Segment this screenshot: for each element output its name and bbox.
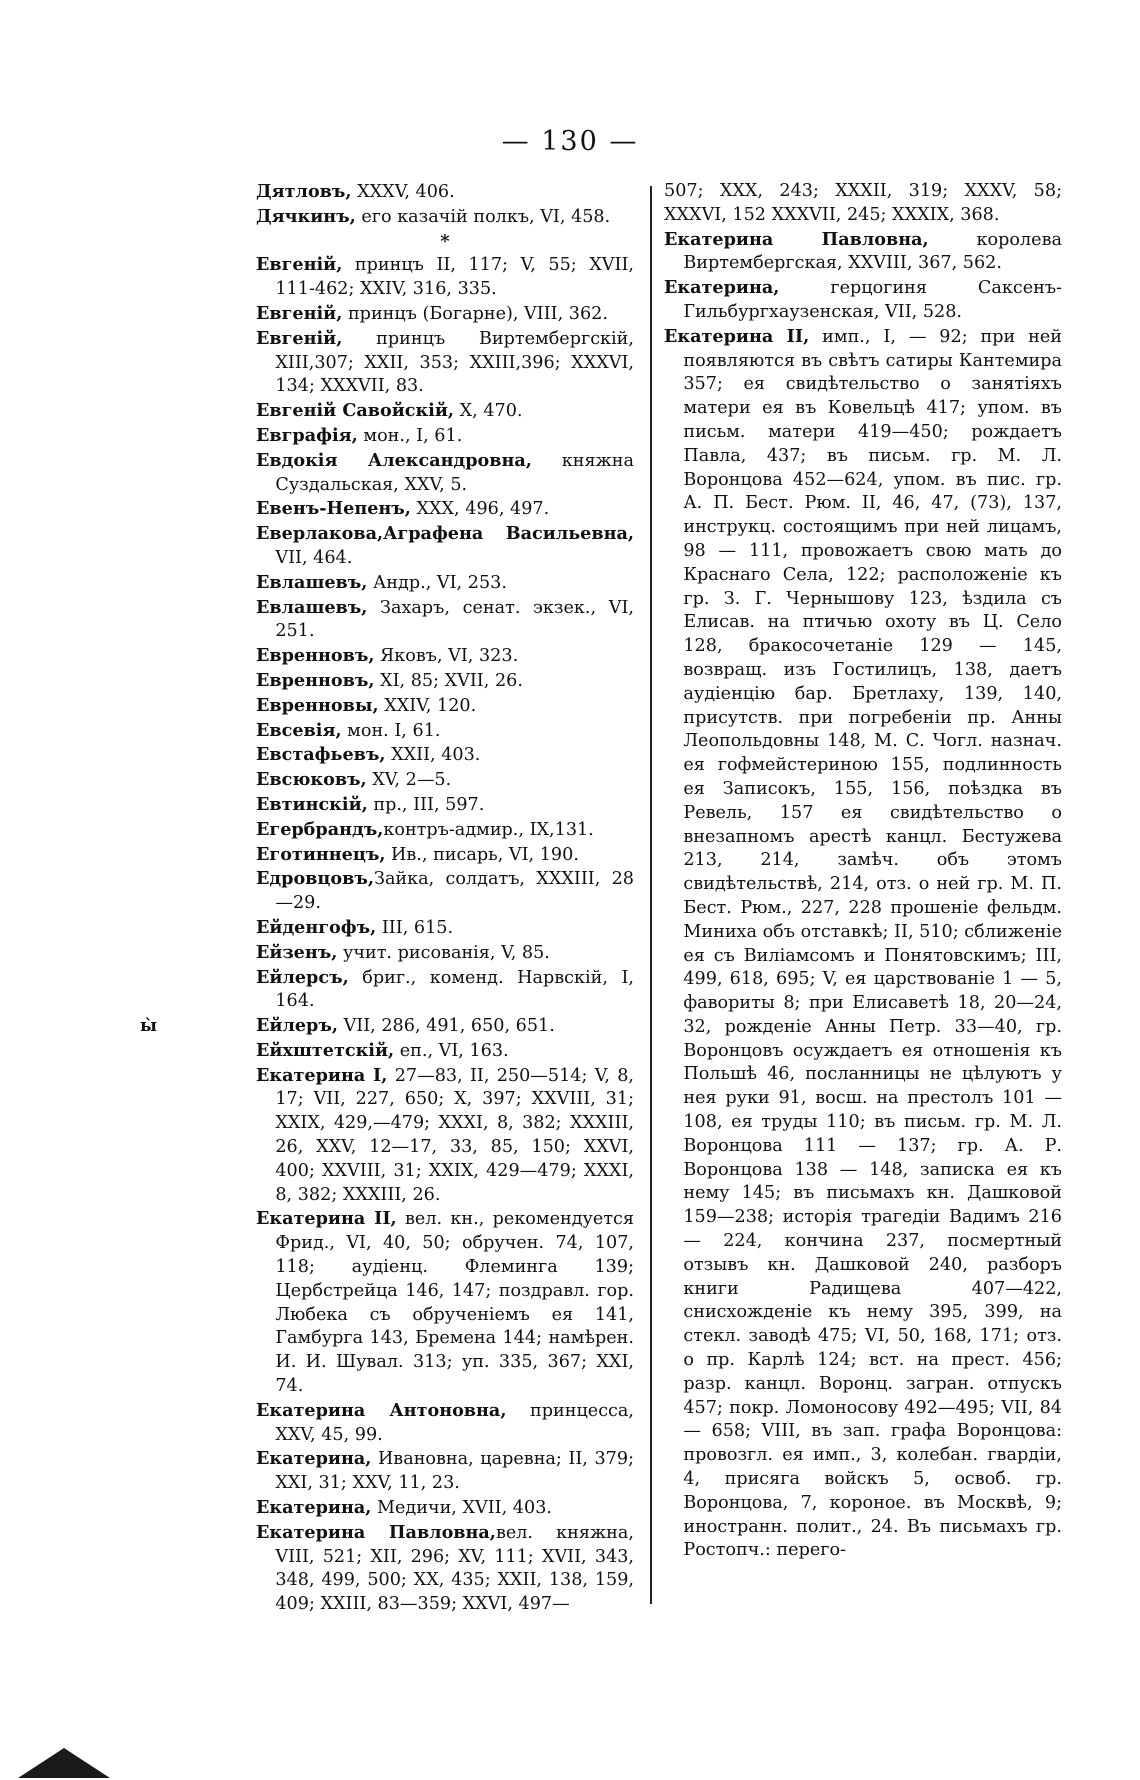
entry-references: 27—83, II, 250—514; V, 8, 17; VII, 227, 650; X, 397; XXVIII, 31; XXIX, 429,—479; XXXI, 8, 382; XXXIII, 26, XXV, 12—17, 33, 85, 150; XXVI, 400; XXVIII, 31; XXIX, 429—479; XXXI, 8, 382; XXXIII, 26.: [275, 1065, 634, 1205]
index-entry: [256, 1447, 634, 1496]
entry-headword: Ейлеръ,: [256, 1015, 338, 1037]
entry-headword: Евренновы,: [256, 694, 379, 716]
page-number: — 130 —: [501, 126, 639, 157]
entry-headword: Екатерина I,: [256, 1064, 388, 1086]
index-entry: [256, 205, 634, 230]
entry-headword: Ейхштетскій,: [256, 1039, 395, 1061]
entry-headword: Евгеній,: [256, 327, 343, 349]
entry-references: контръ-адмир., IX,131.: [383, 819, 594, 840]
entry-references: принцъ II, 117; V, 55; XVII, 111-462; XXIV, 316, 335.: [275, 255, 634, 300]
entry-headword: Дятловъ,: [256, 181, 352, 202]
index-entry: [256, 916, 634, 941]
entry-headword: Евтинскій,: [256, 793, 368, 815]
index-entry: [256, 424, 634, 449]
index-entry: [256, 253, 634, 302]
index-entry: [256, 399, 634, 424]
entry-references: XXIV, 120.: [378, 695, 477, 716]
entry-headword: Евренновъ,: [256, 669, 375, 691]
entry-references: Зайка, солдатъ, XXXIII, 28—29.: [275, 869, 634, 914]
entry-headword: Ейзенъ,: [256, 941, 338, 963]
entry-references: принцъ Виртембергскій, XIII,307; XXII, 353; XXIII,396; XXXVI, 134; XXXVII, 83.: [275, 328, 634, 397]
entry-references: его казачій полкъ, VI, 458.: [355, 206, 611, 227]
entry-headword: Евстафьевъ,: [256, 744, 386, 766]
column-divider: [650, 186, 652, 1604]
entry-headword: Дячкинъ,: [256, 205, 356, 227]
entry-references: XXX, 496, 497.: [410, 499, 550, 520]
entry-references: бриг., коменд. Нарвскій, I, 164.: [275, 967, 634, 1012]
entry-references: XV, 2—5.: [366, 770, 452, 791]
index-entry-continuation: [664, 180, 1062, 228]
index-entry: [256, 1521, 634, 1617]
index-entry: [256, 966, 634, 1015]
entry-references: X, 470.: [454, 401, 523, 422]
index-entry: [256, 1039, 634, 1064]
index-entry: [256, 793, 634, 818]
index-entry: [256, 941, 634, 966]
entry-references: учит. рисованія, V, 85.: [337, 942, 550, 963]
entry-headword: Евлашевъ,: [256, 571, 368, 593]
entry-headword: Еготиннецъ,: [256, 843, 386, 865]
entry-headword: Евенъ-Непенъ,: [256, 498, 411, 520]
entry-headword: Евренновъ,: [256, 645, 375, 667]
entry-references: вел. княжна, VIII, 521; XII, 296; XV, 111; XVII, 343, 348, 499, 500; XX, 435; XXII, 138, 159, 409; XXIII, 83—359; XXVI, 497—: [275, 1522, 634, 1615]
entry-references: III, 615.: [376, 917, 454, 938]
index-entry: [256, 522, 634, 571]
entry-references: Захаръ, сенат. экзек., VI, 251.: [275, 597, 634, 642]
index-entry: [664, 276, 1062, 325]
entry-headword: Евсюковъ,: [256, 769, 367, 791]
index-entry: [256, 571, 634, 596]
index-entry: [256, 1014, 634, 1039]
entry-references: VII, 286, 491, 650, 651.: [337, 1016, 555, 1037]
entry-headword: Ейденгофъ,: [256, 916, 377, 938]
margin-annotation: ы̀: [140, 1016, 158, 1036]
entry-references: Ив., писарь, VI, 190.: [385, 844, 579, 865]
index-entry: [256, 743, 634, 768]
entry-headword: Екатерина II,: [664, 325, 810, 347]
index-entry: [256, 1399, 634, 1448]
index-entry: [256, 644, 634, 669]
entry-headword: Еверлакова,Аграфена Васильевна,: [256, 523, 634, 545]
entry-references: XI, 85; XVII, 26.: [374, 670, 523, 691]
entry-headword: Евгеній,: [256, 254, 343, 276]
entry-references: Яковъ, VI, 323.: [374, 646, 519, 667]
entry-references: Андр., VI, 253.: [367, 572, 507, 593]
entry-headword: Евгеній,: [256, 302, 343, 324]
entry-references: VII, 464.: [275, 547, 353, 568]
left-column: [256, 180, 634, 1617]
index-entry: [256, 1496, 634, 1521]
index-entry: [256, 327, 634, 399]
entry-references: XXII, 403.: [385, 745, 481, 766]
entry-references: Ивановна, царевна; II, 379; XXI, 31; XXV, 11, 23.: [275, 1449, 634, 1494]
entry-headword: Евсевія,: [256, 719, 342, 741]
entry-headword: Екатерина,: [256, 1497, 372, 1519]
entry-headword: Екатерина,: [256, 1448, 372, 1470]
entry-headword: Евлашевъ,: [256, 596, 368, 618]
index-entry: [256, 449, 634, 498]
index-entry: [256, 694, 634, 719]
entry-headword: Евграфія,: [256, 424, 358, 446]
entry-references: XXXV, 406.: [351, 182, 455, 202]
entry-headword: Екатерина II,: [256, 1208, 397, 1230]
entry-references: принцесса, XXV, 45, 99.: [275, 1400, 634, 1445]
index-entry: [256, 719, 634, 744]
entry-headword: Екатерина Павловна,: [256, 1521, 496, 1543]
index-entry: [664, 228, 1062, 277]
entry-references: пр., III, 597.: [367, 794, 485, 815]
entry-references: герцогиня Саксенъ-Гильбургхаузенская, VII, 528.: [683, 278, 1062, 322]
entry-headword: Евдокія Александровна,: [256, 449, 532, 471]
entry-headword: Екатерина Антоновна,: [256, 1399, 507, 1421]
index-entry: [256, 180, 634, 205]
entry-references: мон., I, 61.: [357, 425, 463, 446]
index-entry: [256, 768, 634, 793]
entry-references: вел. кн., рекомендуется Фрид., VI, 40, 50; обручен. 74, 107, 118; аудіенц. Флеминга 139; Цербстрейца 146, 147; поздравл. гор. Любека съ обрученіемъ ея 141, Гамбурга 143, Бремена 144; намѣрен. И. И. Шувал. 313; уп. 335, 367; XXI, 74.: [275, 1209, 635, 1397]
entry-references: имп., I, — 92; при ней появляются въ свѣтъ сатиры Кантемира 357; ея свидѣтельство о занятіяхъ матери ея въ Ковельцѣ 417; упом. въ письм. матери 419—450; рождаетъ Павла, 437; въ письм. гр. М. Л. Воронцова 452—624, упом. въ пис. гр. А. П. Бест. Рюм. II, 46, 47, (73), 137, инструкц. состоящимъ при ней лицамъ, 98 — 111, провожаетъ свою мать до Краснаго Села, 122; расположеніе къ гр. З. Г. Чернышову 123, ѣздила съ Елисав. на птичью охоту въ Ц. Село 128, бракосочетаніе 129 — 145, возвращ. изъ Гостилицъ, 138, даетъ аудіенцію бар. Бретлаху, 139, 140, присутств. при погребеніи пр. Анны Леопольдовны 148, М. С. Чогл. назнач. ея гофмейстериною 155, подлинность ея Записокъ, 155, 156, поѣздка въ Ревель, 157 ея свидѣтельство о внезапномъ арестѣ канцл. Бестужева 213, 214, замѣч. объ этомъ свидѣтельствѣ, 214, отз. о ней гр. М. П. Бест. Рюм., 227, 228 прошеніе фельдм. Миниха объ отставкѣ; II, 510; сближеніе ея съ Виліамсомъ и Понятовскимъ; III, 499, 618, 695; V, ея царствованіе 1 — 5, фавориты 8; при Елисаветѣ 18, 20—24, 32, рожденіе Анны Петр. 33—40, гр. Воронцовъ осуждаетъ ея отношенія къ Польшѣ 46, посланницы не цѣлуютъ у нея руки 91, восш. на престолъ 101 — 108, ея труды 110; въ письм. гр. М. Л. Воронцова 111 — 137; гр. А. Р. Воронцова 138 — 148, записка ея къ нему 145; въ письмахъ кн. Дашковой 159—238; исторія трагедіи Вадимъ 216 — 224, кончина 237, посмертный отзывъ кн. Дашковой 240, разборъ книги Радищева 407—422, снисхожденіе къ нему 395, 399, на стекл. заводѣ 475; VI, 50, 168, 171; отз. о пр. Карлѣ 124; вст. на прест. 456; разр. канцл. Воронц. загран. отпускъ 457; покр. Ломоносову 492—495; VII, 84 — 658; VIII, въ зап. графа Воронцова: провозгл. ея имп., 3, колебан. гвардіи, 4, присяга войскъ 5, освоб. гр. Воронцова, 7, короное. въ Москвѣ, 9; иностранн. полит., 24. Въ письмахъ гр. Ростопч.: перего-: [683, 326, 1062, 1561]
index-entry: [256, 818, 634, 843]
index-entry: [256, 302, 634, 327]
scan-blot: [18, 1748, 110, 1778]
entry-headword: Екатерина Павловна,: [664, 228, 929, 250]
entry-references: княжна Суздальская, XXV, 5.: [275, 450, 634, 495]
index-entry: [256, 1207, 634, 1398]
index-entry: [256, 596, 634, 645]
entry-references: Медичи, XVII, 403.: [371, 1498, 552, 1519]
entry-references: принцъ (Богарне), VIII, 362.: [342, 303, 608, 324]
entry-references: мон. I, 61.: [341, 720, 441, 741]
index-entry: [256, 867, 634, 916]
index-entry: [256, 1064, 634, 1208]
entry-references: еп., VI, 163.: [394, 1040, 509, 1061]
index-entry: [256, 497, 634, 522]
entry-headword: Егербрандъ,: [256, 818, 384, 840]
entry-references: 507; XXX, 243; XXXII, 319; XXXV, 58; XXXVI, 152 XXXVII, 245; XXXIX, 368.: [664, 181, 1062, 225]
entry-headword: Екатерина,: [664, 277, 780, 299]
entry-references: королева Виртембергская, XXVIII, 367, 562.: [683, 229, 1062, 274]
index-entry: [256, 843, 634, 868]
entry-headword: Едровцовъ,: [256, 868, 374, 890]
section-separator: *: [440, 230, 450, 252]
index-entry: [664, 325, 1062, 1563]
entry-headword: Евгеній Савойскій,: [256, 400, 455, 422]
index-entry: [256, 669, 634, 694]
entry-headword: Ейлерсъ,: [256, 966, 349, 988]
right-column: [664, 180, 1062, 1563]
